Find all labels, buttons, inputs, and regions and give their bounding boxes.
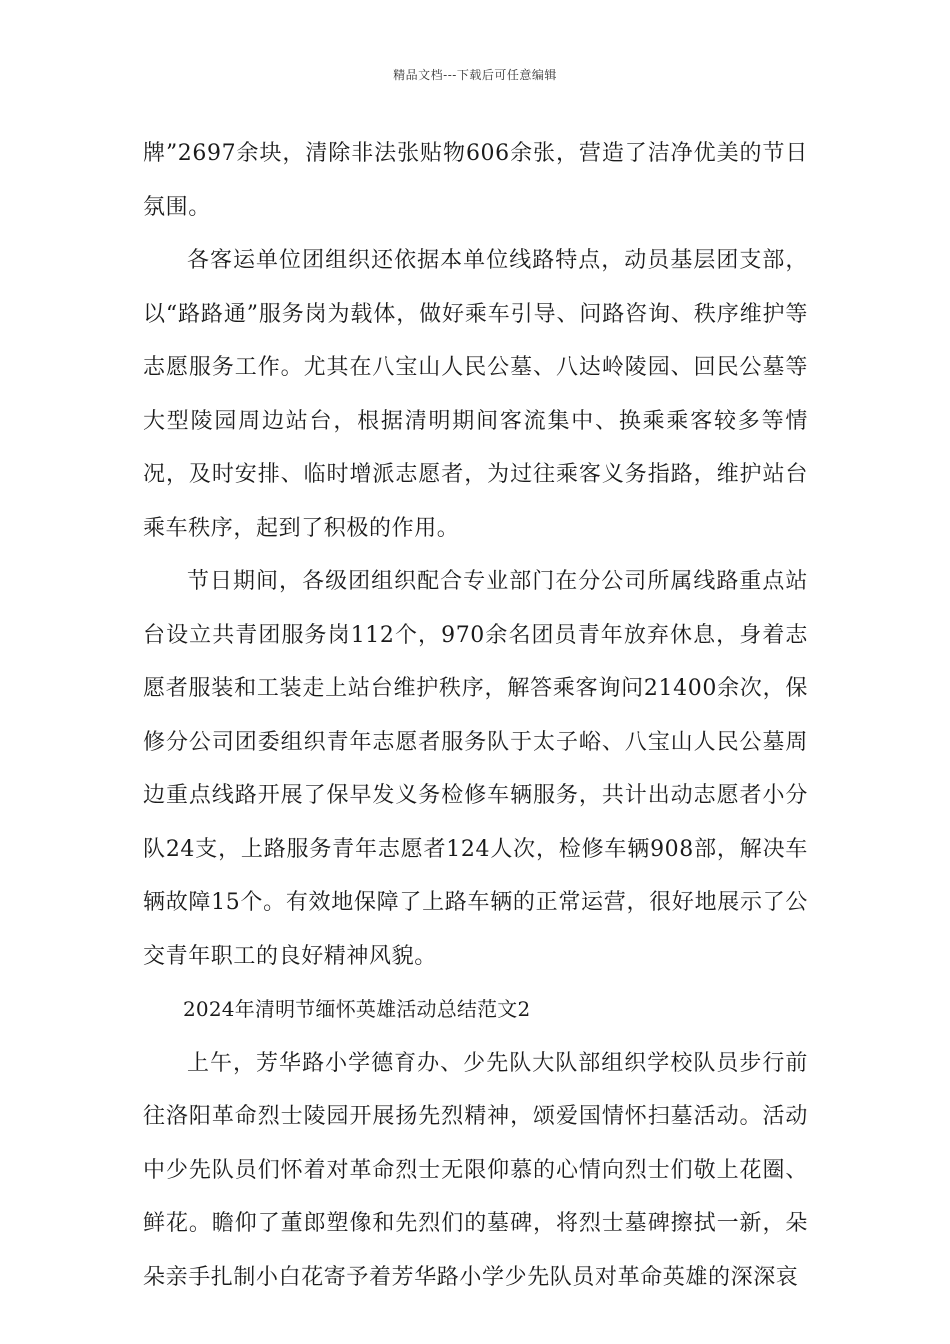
paragraph-holiday-period: 节日期间，各级团组织配合专业部门在分公司所属线路重点站台设立共青团服务岗112个，970余名团员青年放弃休息，身着志愿者服装和工装走上站台维护秩序，解答乘客询问21400余次，保修分公司团委组织青年志愿者服务队于太子峪、八宝山人民公墓周边重点线路开展了保早发义务检修车辆服务，共计出动志愿者小分队24支，上路服务青年志愿者124人次，检修车辆908部，解决车辆故障15个。有效地保障了上路车辆的正常运营，很好地展示了公交青年职工的良好精神风貌。 [143, 569, 808, 969]
paragraph-continuation: 牌”2697余块，清除非法张贴物606余张，营造了洁净优美的节日氛围。 [143, 141, 808, 220]
paragraph-tomb-sweeping: 上午，芳华路小学德育办、少先队大队部组织学校队员步行前往洛阳革命烈士陵园开展扬先烈精神，颂爱国情怀扫墓活动。活动中少先队员们怀着对革命烈士无限仰慕的心情向烈士们敬上花圈、鲜花。瞻仰了董郎塑像和先烈们的墓碑，将烈士墓碑擦拭一新，朵朵亲手扎制小白花寄予着芳华路小学少先队员对革命英雄的深深哀 [143, 1050, 808, 1290]
section-title: 2024年清明节缅怀英雄活动总结范文2 [183, 997, 531, 1021]
paragraph-volunteer-service: 各客运单位团组织还依据本单位线路特点，动员基层团支部，以“路路通”服务岗为载体，做好乘车引导、问路咨询、秩序维护等志愿服务工作。尤其在八宝山人民公墓、八达岭陵园、回民公墓等大型陵园周边站台，根据清明期间客流集中、换乘乘客较多等情况，及时安排、临时增派志愿者，为过往乘客义务指路，维护站台乘车秩序，起到了积极的作用。 [143, 248, 808, 541]
page-header: 精品文档---下载后可任意编辑 [393, 68, 557, 82]
document-body [143, 127, 808, 1304]
